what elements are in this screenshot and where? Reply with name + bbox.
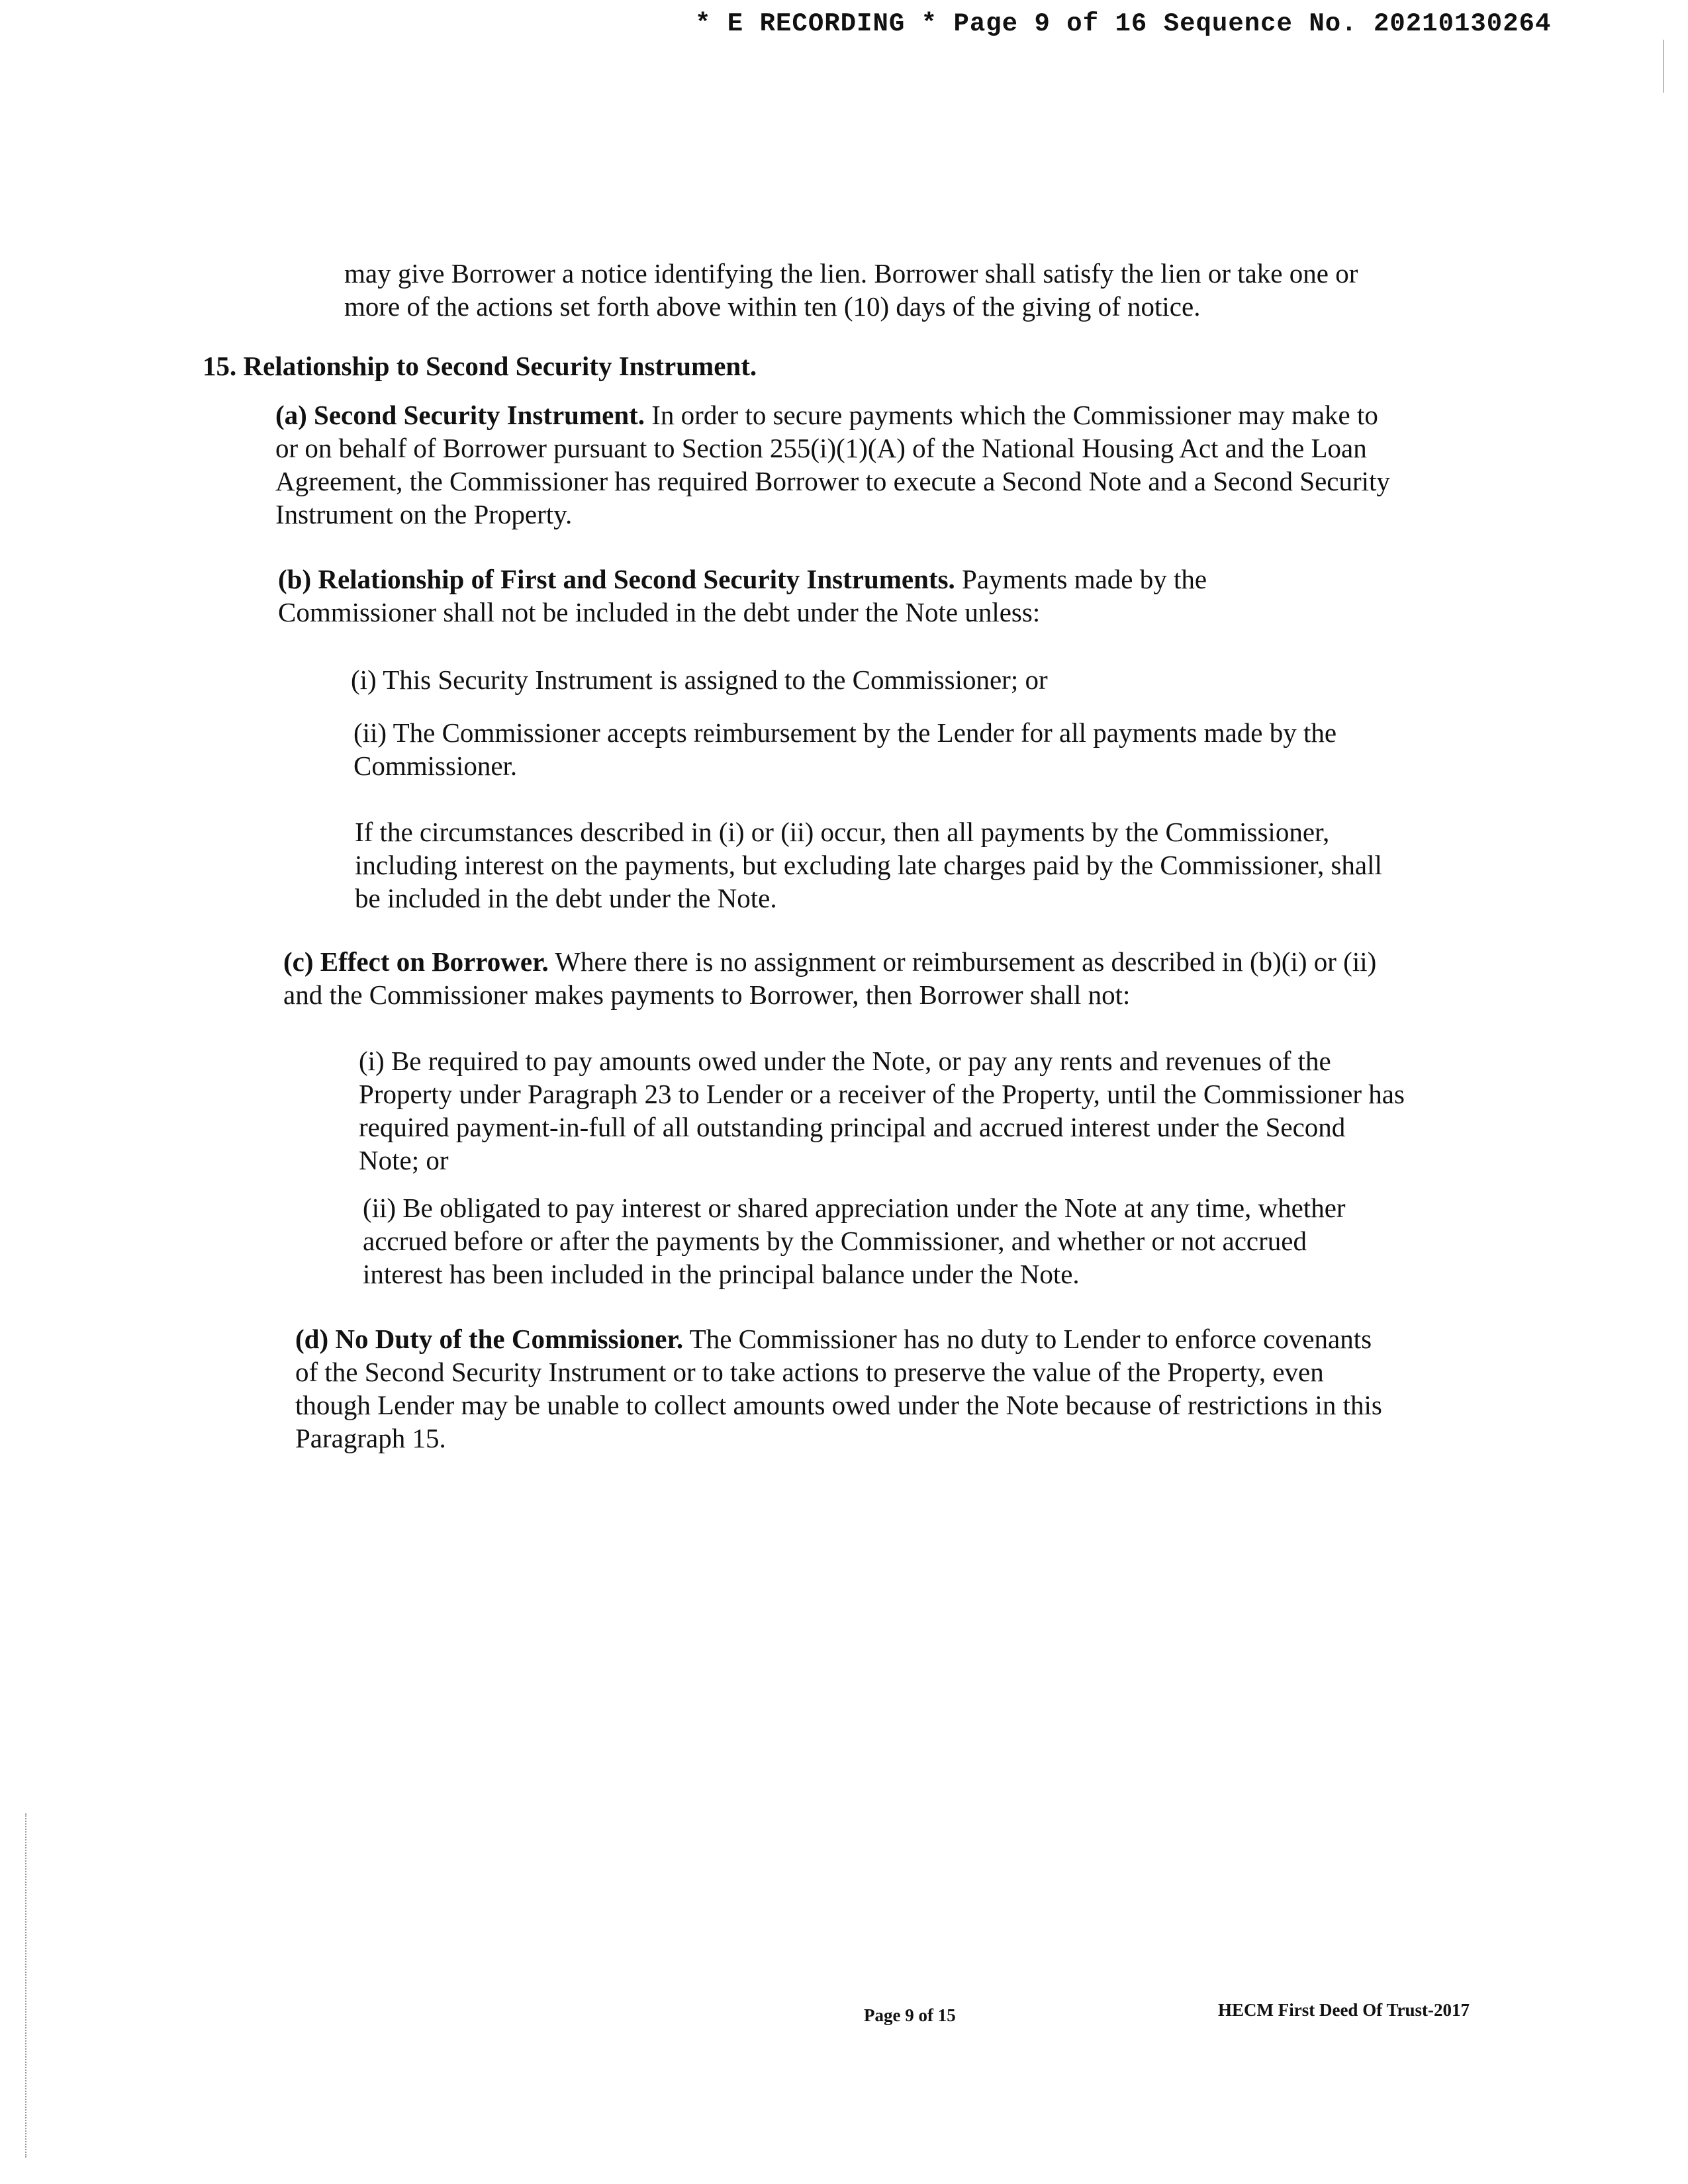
subsection-b-text: Payments made by the Commissioner shall not be included in the debt under the Note unless: [278,564,1207,627]
continuation-paragraph: may give Borrower a notice identifying the lien. Borrower shall satisfy the lien or take one or more of the actions set forth above within ten (10) days of the giving of notice. [344,258,1358,322]
section-15-heading: 15. Relationship to Second Security Instrument. [203,351,757,381]
subsection-b-item-ii: (ii) The Commissioner accepts reimbursement by the Lender for all payments made by the Commissioner. [353,717,1337,781]
subsection-c [283,945,1395,1011]
subsection-d-title: (d) No Duty of the Commissioner. [295,1324,684,1354]
subsection-b-title: (b) Relationship of First and Second Security Instruments. [278,564,955,594]
subsection-c-item-i: (i) Be required to pay amounts owed under the Note, or pay any rents and revenues of the Property under Paragraph 23 to Lender or a receiver of the Property, until the Commissioner has required payment-in-full of all outstanding principal and accrued interest under the Second Note; or [359,1046,1405,1175]
subsection-a-title: (a) Second Security Instrument. [275,400,645,430]
scan-margin-speckles [25,1813,30,2158]
subsection-b-item-i: (i) This Security Instrument is assigned to the Commissioner; or [351,664,1048,695]
footer-form-name: HECM First Deed Of Trust-2017 [1218,2000,1470,2020]
subsection-b [278,563,1311,629]
scan-edge-line [1663,40,1664,93]
subsection-c-text: Where there is no assignment or reimbursement as described in (b)(i) or (ii) and the Commissioner makes payments to Borrower, then Borrower shall not: [283,946,1377,1010]
subsection-d [295,1322,1394,1455]
recording-stamp: * E RECORDING * Page 9 of 16 Sequence No. 20210130264 [695,9,1552,38]
subsection-c-item-ii: (ii) Be obligated to pay interest or shared appreciation under the Note at any time, whether accrued before or after the payments by the Commissioner, and whether or not accrued interest has been included in the principal balance under the Note. [363,1193,1346,1289]
subsection-b-consequence: If the circumstances described in (i) or (ii) occur, then all payments by the Commissioner, including interest on the payments, but excluding late charges paid by the Commissioner, shall be included in the debt under the Note. [355,817,1382,913]
subsection-a [275,398,1394,531]
subsection-c-title: (c) Effect on Borrower. [283,946,549,977]
subsection-d-text: The Commissioner has no duty to Lender to enforce covenants of the Second Security Instrument or to take actions to preserve the value of the Property, even though Lender may be unable to collect amounts owed under the Note because of restrictions in this Paragraph 15. [295,1324,1382,1453]
subsection-a-text: In order to secure payments which the Commissioner may make to or on behalf of Borrower pursuant to Section 255(i)(1)(A) of the National Housing Act and the Loan Agreement, the Commissioner has required Borrower to execute a Second Note and a Second Security Instrument on the Property. [275,400,1390,529]
footer-page-number: Page 9 of 15 [864,2005,956,2025]
